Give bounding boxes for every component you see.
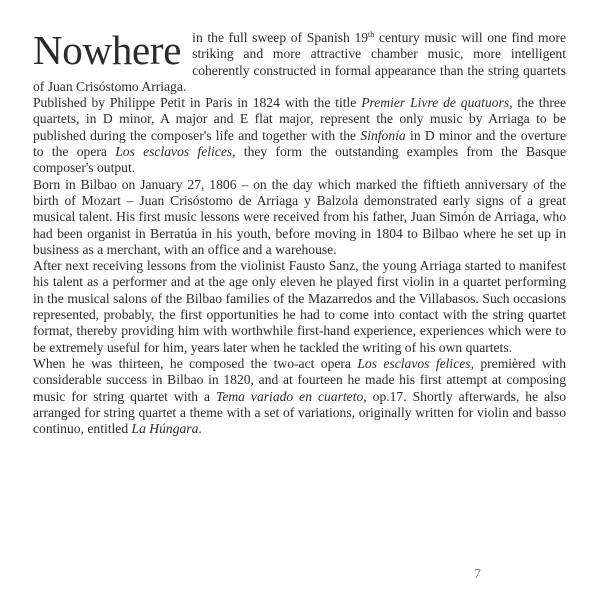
- dropcap-word: Nowhere: [33, 27, 182, 73]
- work-title: Sinfonía: [360, 127, 406, 143]
- ordinal-suffix: th: [368, 30, 375, 39]
- paragraph-early-career: [33, 258, 566, 356]
- text-segment: in the full sweep of Spanish 19: [192, 30, 369, 45]
- text-segment: .: [198, 421, 202, 437]
- page-number: 7: [474, 567, 481, 582]
- paragraph-birth: [33, 177, 566, 258]
- paragraph-publication: [33, 95, 566, 176]
- text-segment: , op.17. Shortly afterwards, he also arranged for string quartet a theme with a set of variations, originally written for violin and basso continuo, entitled: [33, 388, 566, 437]
- text-segment: century music will one find more striking and more attractive chamber music, more intelligent coherently constructed in formal appearance than the string quartets of Juan Crisóstomo Arriaga.: [33, 30, 566, 94]
- work-title: Los esclavos felices: [357, 355, 471, 371]
- paragraph-intro: [33, 27, 566, 95]
- text-segment: When he was thirteen, he composed the two-act opera: [33, 355, 358, 371]
- work-title: Los esclavos felices: [115, 144, 233, 160]
- text-segment: , they form the outstanding examples from the Basque composer's output.: [33, 144, 566, 176]
- text-segment: , the three quartets, in D minor, A major and E flat major, represent the only music by Arriaga to be published during the composer's life and together with the: [33, 95, 566, 143]
- paragraph-compositions: [33, 356, 566, 437]
- work-title: Premier Livre de quatuors: [361, 95, 510, 111]
- text-segment: After next receiving lessons from the violinist Fausto Sanz, the young Arriaga started to manifest his talent as a performer and at the age only eleven he played first violin in a quartet performing in the musical salons of the Bilbao families of the Mazarredos and the Villabasos. Such occasions represented, probably, the first opportunities he had to come into contact with the string quartet format, thereby providing him with worthwhile first-hand experience, experiences which were to be extremely useful for him, years later when he tackled the writing of his own quartets.: [33, 258, 566, 355]
- text-segment: , premièred with considerable success in Bilbao in 1820, and at fourteen he made his first attempt at composing music for string quartet with a: [33, 355, 567, 404]
- work-title: Tema variado en cuarteto: [216, 388, 364, 404]
- work-title: La Húngara: [131, 421, 199, 437]
- article-body: [33, 27, 567, 437]
- text-segment: Published by Philippe Petit in Paris in 1824 with the title: [33, 95, 362, 111]
- text-segment: Born in Bilbao on January 27, 1806 – on the day which marked the fiftieth anniversary of the birth of Mozart – Juan Crisóstomo de Arriaga y Balzola demonstrated early signs of a great musical talent. His first music lessons were received from his father, Juan Simón de Arriaga, who had been organist in Berratúa in his youth, before moving in 1804 to Bilbao where he set up in business as a merchant, with an office and a warehouse.: [33, 176, 566, 257]
- text-segment: in D minor and the overture to the opera: [33, 127, 566, 160]
